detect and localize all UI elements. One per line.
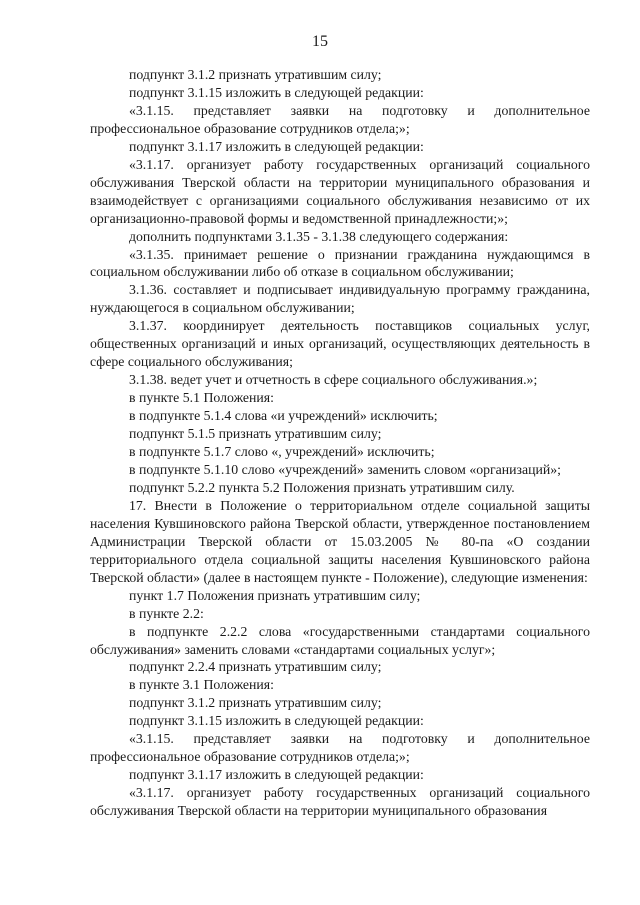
paragraph: «3.1.17. организует работу государственных организаций социального обслуживания Тверской области на территории муниципального образования xyxy=(90,785,590,819)
paragraph: «3.1.35. принимает решение о признании гражданина нуждающимся в социальном обслуживании либо об отказе в социальном обслуживании; xyxy=(90,246,590,280)
paragraph: «3.1.15. представляет заявки на подготовку и дополнительное профессиональное образование сотрудников отдела;»; xyxy=(90,731,590,765)
paragraph: подпункт 3.1.17 изложить в следующей редакции: xyxy=(129,767,424,783)
paragraph: «3.1.17. организует работу государственных организаций социального обслуживания Тверской области на территории муниципального образования и взаимодействует с организациями социального обслуживания независимо от их организационно-правовой формы и ведомственной принадлежности;»; xyxy=(90,156,590,226)
paragraph: подпункт 3.1.15 изложить в следующей редакции: xyxy=(129,84,424,100)
paragraph: в подпункте 2.2.2 слова «государственными стандартами социального обслуживания» заменить словами «стандартами социальных услуг»; xyxy=(90,623,590,657)
paragraph: пункт 1.7 Положения признать утратившим силу; xyxy=(129,587,421,603)
paragraph: в подпункте 5.1.4 слова «и учреждений» исключить; xyxy=(129,408,438,424)
paragraph: в подпункте 5.1.10 слово «учреждений» заменить словом «организаций»; xyxy=(129,461,562,477)
paragraph: 17. Внести в Положение о территориальном отделе социальной защиты населения Кувшиновского района Тверской области, утвержденное постановлением Администрации Тверской области от 15.03.2005 № 80-па «О создании территориального отдела социальной защиты населения Кувшиновского района Тверской области» (далее в настоящем пункте - Положение), следующие изменения: xyxy=(90,497,590,585)
document-body xyxy=(90,66,590,820)
paragraph: подпункт 3.1.15 изложить в следующей редакции: xyxy=(129,713,424,729)
paragraph: в пункте 5.1 Положения: xyxy=(129,390,274,406)
paragraph: 3.1.36. составляет и подписывает индивидуальную программу гражданина, нуждающегося в социальном обслуживании; xyxy=(90,282,590,316)
paragraph: 3.1.38. ведет учет и отчетность в сфере социального обслуживания.»; xyxy=(129,372,538,388)
paragraph: дополнить подпунктами 3.1.35 - 3.1.38 следующего содержания: xyxy=(129,228,509,244)
paragraph: подпункт 3.1.17 изложить в следующей редакции: xyxy=(129,138,424,154)
paragraph: в пункте 3.1 Положения: xyxy=(129,677,274,693)
paragraph: в подпункте 5.1.7 слово «, учреждений» исключить; xyxy=(129,444,435,460)
paragraph: подпункт 5.1.5 признать утратившим силу; xyxy=(129,426,382,442)
page-number: 15 xyxy=(312,33,328,50)
paragraph: подпункт 5.2.2 пункта 5.2 Положения признать утратившим силу. xyxy=(129,479,515,495)
paragraph: «3.1.15. представляет заявки на подготовку и дополнительное профессиональное образование сотрудников отдела;»; xyxy=(90,102,590,136)
paragraph: 3.1.37. координирует деятельность поставщиков социальных услуг, общественных организаций и иных организаций, осуществляющих деятельность в сфере социального обслуживания; xyxy=(90,318,590,370)
paragraph: подпункт 2.2.4 признать утратившим силу; xyxy=(129,659,382,675)
paragraph: в пункте 2.2: xyxy=(129,605,204,621)
paragraph: подпункт 3.1.2 признать утратившим силу; xyxy=(129,695,382,711)
paragraph: подпункт 3.1.2 признать утратившим силу; xyxy=(129,67,382,82)
